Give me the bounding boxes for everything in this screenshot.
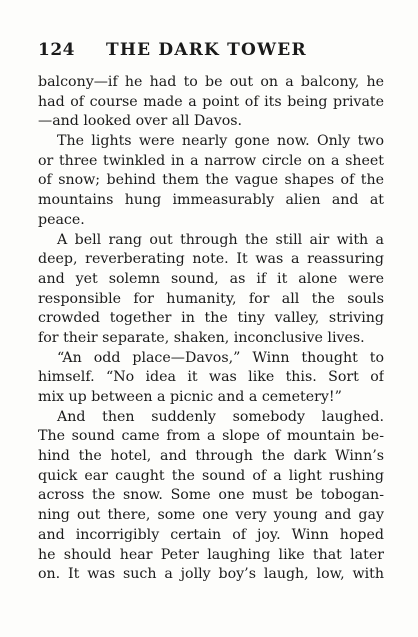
text-line: peace. — [38, 211, 85, 228]
running-title: THE DARK TOWER — [106, 40, 307, 60]
text-line: —and looked over all Davos. — [38, 113, 243, 130]
text-line: A bell rang out through the still air with a — [57, 231, 384, 248]
text-line: responsible for humanity, for all the souls — [38, 290, 384, 307]
text-line: “An odd place—Davos,” Winn thought to — [57, 349, 384, 366]
text-line: for their separate, shaken, inconclusive lives. — [38, 329, 365, 346]
text-line: of snow; behind them the vague shapes of the — [38, 172, 384, 189]
page-number: 124 — [38, 40, 75, 60]
text-line: he should hear Peter laughing like that later — [38, 546, 384, 563]
text-line: ning out there, some one very young and gay — [38, 507, 384, 524]
text-line: on. It was such a jolly boy’s laugh, low, with — [38, 566, 384, 583]
text-line: The lights were nearly gone now. Only two — [57, 133, 384, 150]
text-line: balcony—if he had to be out on a balcony, he — [38, 74, 384, 90]
page-header — [38, 40, 384, 64]
text-line: And then suddenly somebody laughed. — [57, 408, 384, 425]
text-line: had of course made a point of its being private — [38, 93, 384, 110]
text-line: and incorrigibly certain of joy. Winn hoped — [38, 526, 384, 543]
text-line: mix up between a picnic and a cemetery!” — [38, 389, 342, 405]
text-line: mountains hung immeasurably alien and at — [38, 192, 384, 209]
text-line: The sound came from a slope of mountain be- — [38, 428, 384, 445]
text-line: quick ear caught the sound of a light rushing — [38, 467, 384, 484]
text-line: and yet solemn sound, as if it alone were — [38, 270, 384, 287]
text-line: hind the hotel, and through the dark Winn’s — [38, 448, 384, 465]
text-line: crowded together in the tiny valley, striving — [38, 310, 384, 327]
text-line: himself. “No idea it was like this. Sort of — [38, 369, 384, 386]
body-text — [38, 73, 384, 585]
text-line: across the snow. Some one must be tobogan- — [38, 487, 384, 504]
text-line: deep, reverberating note. It was a reassuring — [38, 251, 384, 268]
text-line: or three twinkled in a narrow circle on a sheet — [38, 152, 384, 169]
